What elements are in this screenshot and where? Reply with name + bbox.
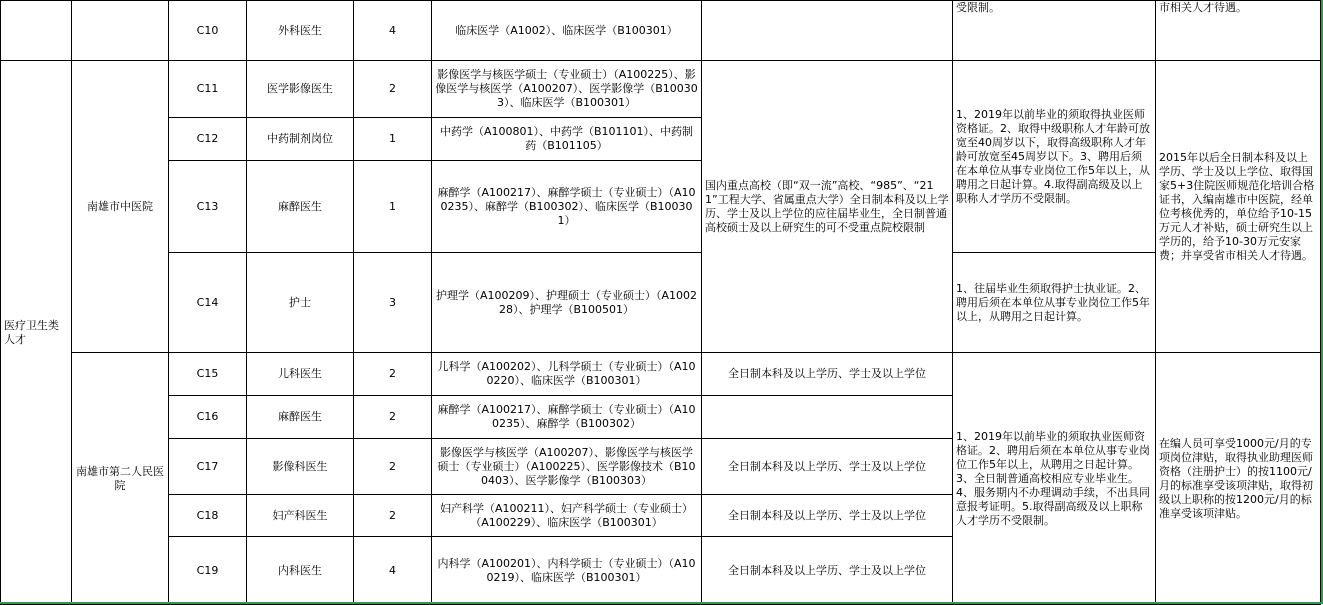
unit-cell	[72, 1, 169, 61]
major-requirement: 临床医学（A1002）、临床医学（B100301）	[432, 1, 702, 61]
major-requirement: 妇产科学（A100211）、妇产科学硕士（专业硕士）（A100229）、临床医学（B100301）	[432, 495, 702, 537]
post-count: 1	[354, 118, 432, 161]
other-conditions: 1、往届毕业生须取得护士执业证。2、聘用后须在本单位从事专业岗位工作5年以上，从聘用之日起计算。	[953, 253, 1156, 353]
post-count: 3	[354, 253, 432, 353]
major-requirement: 麻醉学（A100217）、麻醉学硕士（专业硕士）（A100235）、麻醉学（B100302）	[432, 396, 702, 439]
major-requirement: 影像医学与核医学硕士（专业硕士）（A100225）、影像医学与核医学（A100207）、医学影像学（B100303）、临床医学（B100301）	[432, 61, 702, 118]
post-code: C13	[169, 161, 247, 253]
post-count: 4	[354, 1, 432, 61]
post-name: 中药制剂岗位	[247, 118, 354, 161]
post-code: C18	[169, 495, 247, 537]
post-code: C12	[169, 118, 247, 161]
major-requirement: 内科学（A100201）、内科学硕士（专业硕士）（A100219）、临床医学（B100301）	[432, 537, 702, 605]
education-requirement	[702, 1, 953, 61]
unit-label: 南雄市第二人民医院	[72, 353, 169, 605]
other-conditions: 1、2019年以前毕业的须取执业医师资格证。2、聘用后须在本单位从事专业岗位工作5年以上，从聘用之日起计算。3、全日制普通高校相应专业毕业生。4、服务期内不办理调动手续，不出具同意报考证明。5.取得副高级及以上职称人才学历不受限制。	[953, 353, 1156, 605]
major-requirement: 中药学（A100801）、中药学（B101101）、中药制药（B101105）	[432, 118, 702, 161]
table-row	[1, 353, 1321, 396]
post-name: 麻醉医生	[247, 396, 354, 439]
treatment: 2015年以后全日制本科及以上学历、学士及以上学位、取得国家5+3住院医师规范化培训合格证书，入编南雄市中医院，经单位考核优秀的，单位给予10-15万元人才补贴，硕士研究生以上学历的，给予10-30万元安家费；并享受省市相关人才待遇。	[1156, 61, 1321, 353]
table-row	[1, 61, 1321, 118]
post-count: 4	[354, 537, 432, 605]
post-name: 儿科医生	[247, 353, 354, 396]
unit-label: 南雄市中医院	[72, 61, 169, 353]
treatment: 市相关人才待遇。	[1156, 1, 1321, 61]
post-count: 2	[354, 61, 432, 118]
post-name: 医学影像医生	[247, 61, 354, 118]
education-requirement: 全日制本科及以上学历、学士及以上学位	[702, 439, 953, 495]
education-requirement: 全日制本科及以上学历、学士及以上学位	[702, 537, 953, 605]
table-row	[1, 253, 1321, 353]
post-code: C19	[169, 537, 247, 605]
post-count: 2	[354, 439, 432, 495]
post-name: 内科医生	[247, 537, 354, 605]
education-requirement: 全日制本科及以上学历、学士及以上学位	[702, 495, 953, 537]
post-code: C17	[169, 439, 247, 495]
treatment: 在编人员可享受1000元/月的专项岗位津贴，取得执业助理医师资格（注册护士）的按1100元/月的标准享受该项津贴，取得初级以上职称的按1200元/月的标准享受该项津贴。	[1156, 353, 1321, 605]
education-requirement: 全日制本科及以上学历、学士及以上学位	[702, 353, 953, 396]
post-code: C16	[169, 396, 247, 439]
post-name: 影像科医生	[247, 439, 354, 495]
post-name: 外科医生	[247, 1, 354, 61]
post-code: C10	[169, 1, 247, 61]
post-code: C14	[169, 253, 247, 353]
major-requirement: 护理学（A100209）、护理硕士（专业硕士）（A100228）、护理学（B100501）	[432, 253, 702, 353]
category-cell	[1, 1, 72, 61]
post-count: 2	[354, 396, 432, 439]
major-requirement: 麻醉学（A100217）、麻醉学硕士（专业硕士）（A100235）、麻醉学（B100302）、临床医学（B100301）	[432, 161, 702, 253]
post-code: C11	[169, 61, 247, 118]
post-name: 麻醉医生	[247, 161, 354, 253]
table-row	[1, 1, 1321, 61]
other-conditions: 受限制。	[953, 1, 1156, 61]
post-count: 1	[354, 161, 432, 253]
education-requirement	[702, 396, 953, 439]
post-count: 2	[354, 353, 432, 396]
post-code: C15	[169, 353, 247, 396]
post-name: 护士	[247, 253, 354, 353]
education-requirement: 国内重点高校（即“双一流”高校、“985”、“211”工程大学、省属重点大学）全日制本科及以上学历、学士及以上学位的应往届毕业生，全日制普通高校硕士及以上研究生的可不受重点院校限制	[702, 61, 953, 353]
post-count: 2	[354, 495, 432, 537]
major-requirement: 影像医学与核医学（A100207）、影像医学与核医学硕士（专业硕士）（A100225）、医学影像技术（B100403）、医学影像学（B100303）	[432, 439, 702, 495]
other-conditions: 1、2019年以前毕业的须取得执业医师资格证。2、取得中级职称人才年龄可放宽至40周岁以下，取得高级职称人才年龄可放宽至45周岁以下。3、聘用后须在本单位从事专业岗位工作5年以上，从聘用之日起计算。4.取得副高级及以上职称人才学历不受限制。	[953, 61, 1156, 253]
major-requirement: 儿科学（A100202）、儿科学硕士（专业硕士）（A100220）、临床医学（B100301）	[432, 353, 702, 396]
post-name: 妇产科医生	[247, 495, 354, 537]
category-label: 医疗卫生类人才	[1, 61, 72, 605]
